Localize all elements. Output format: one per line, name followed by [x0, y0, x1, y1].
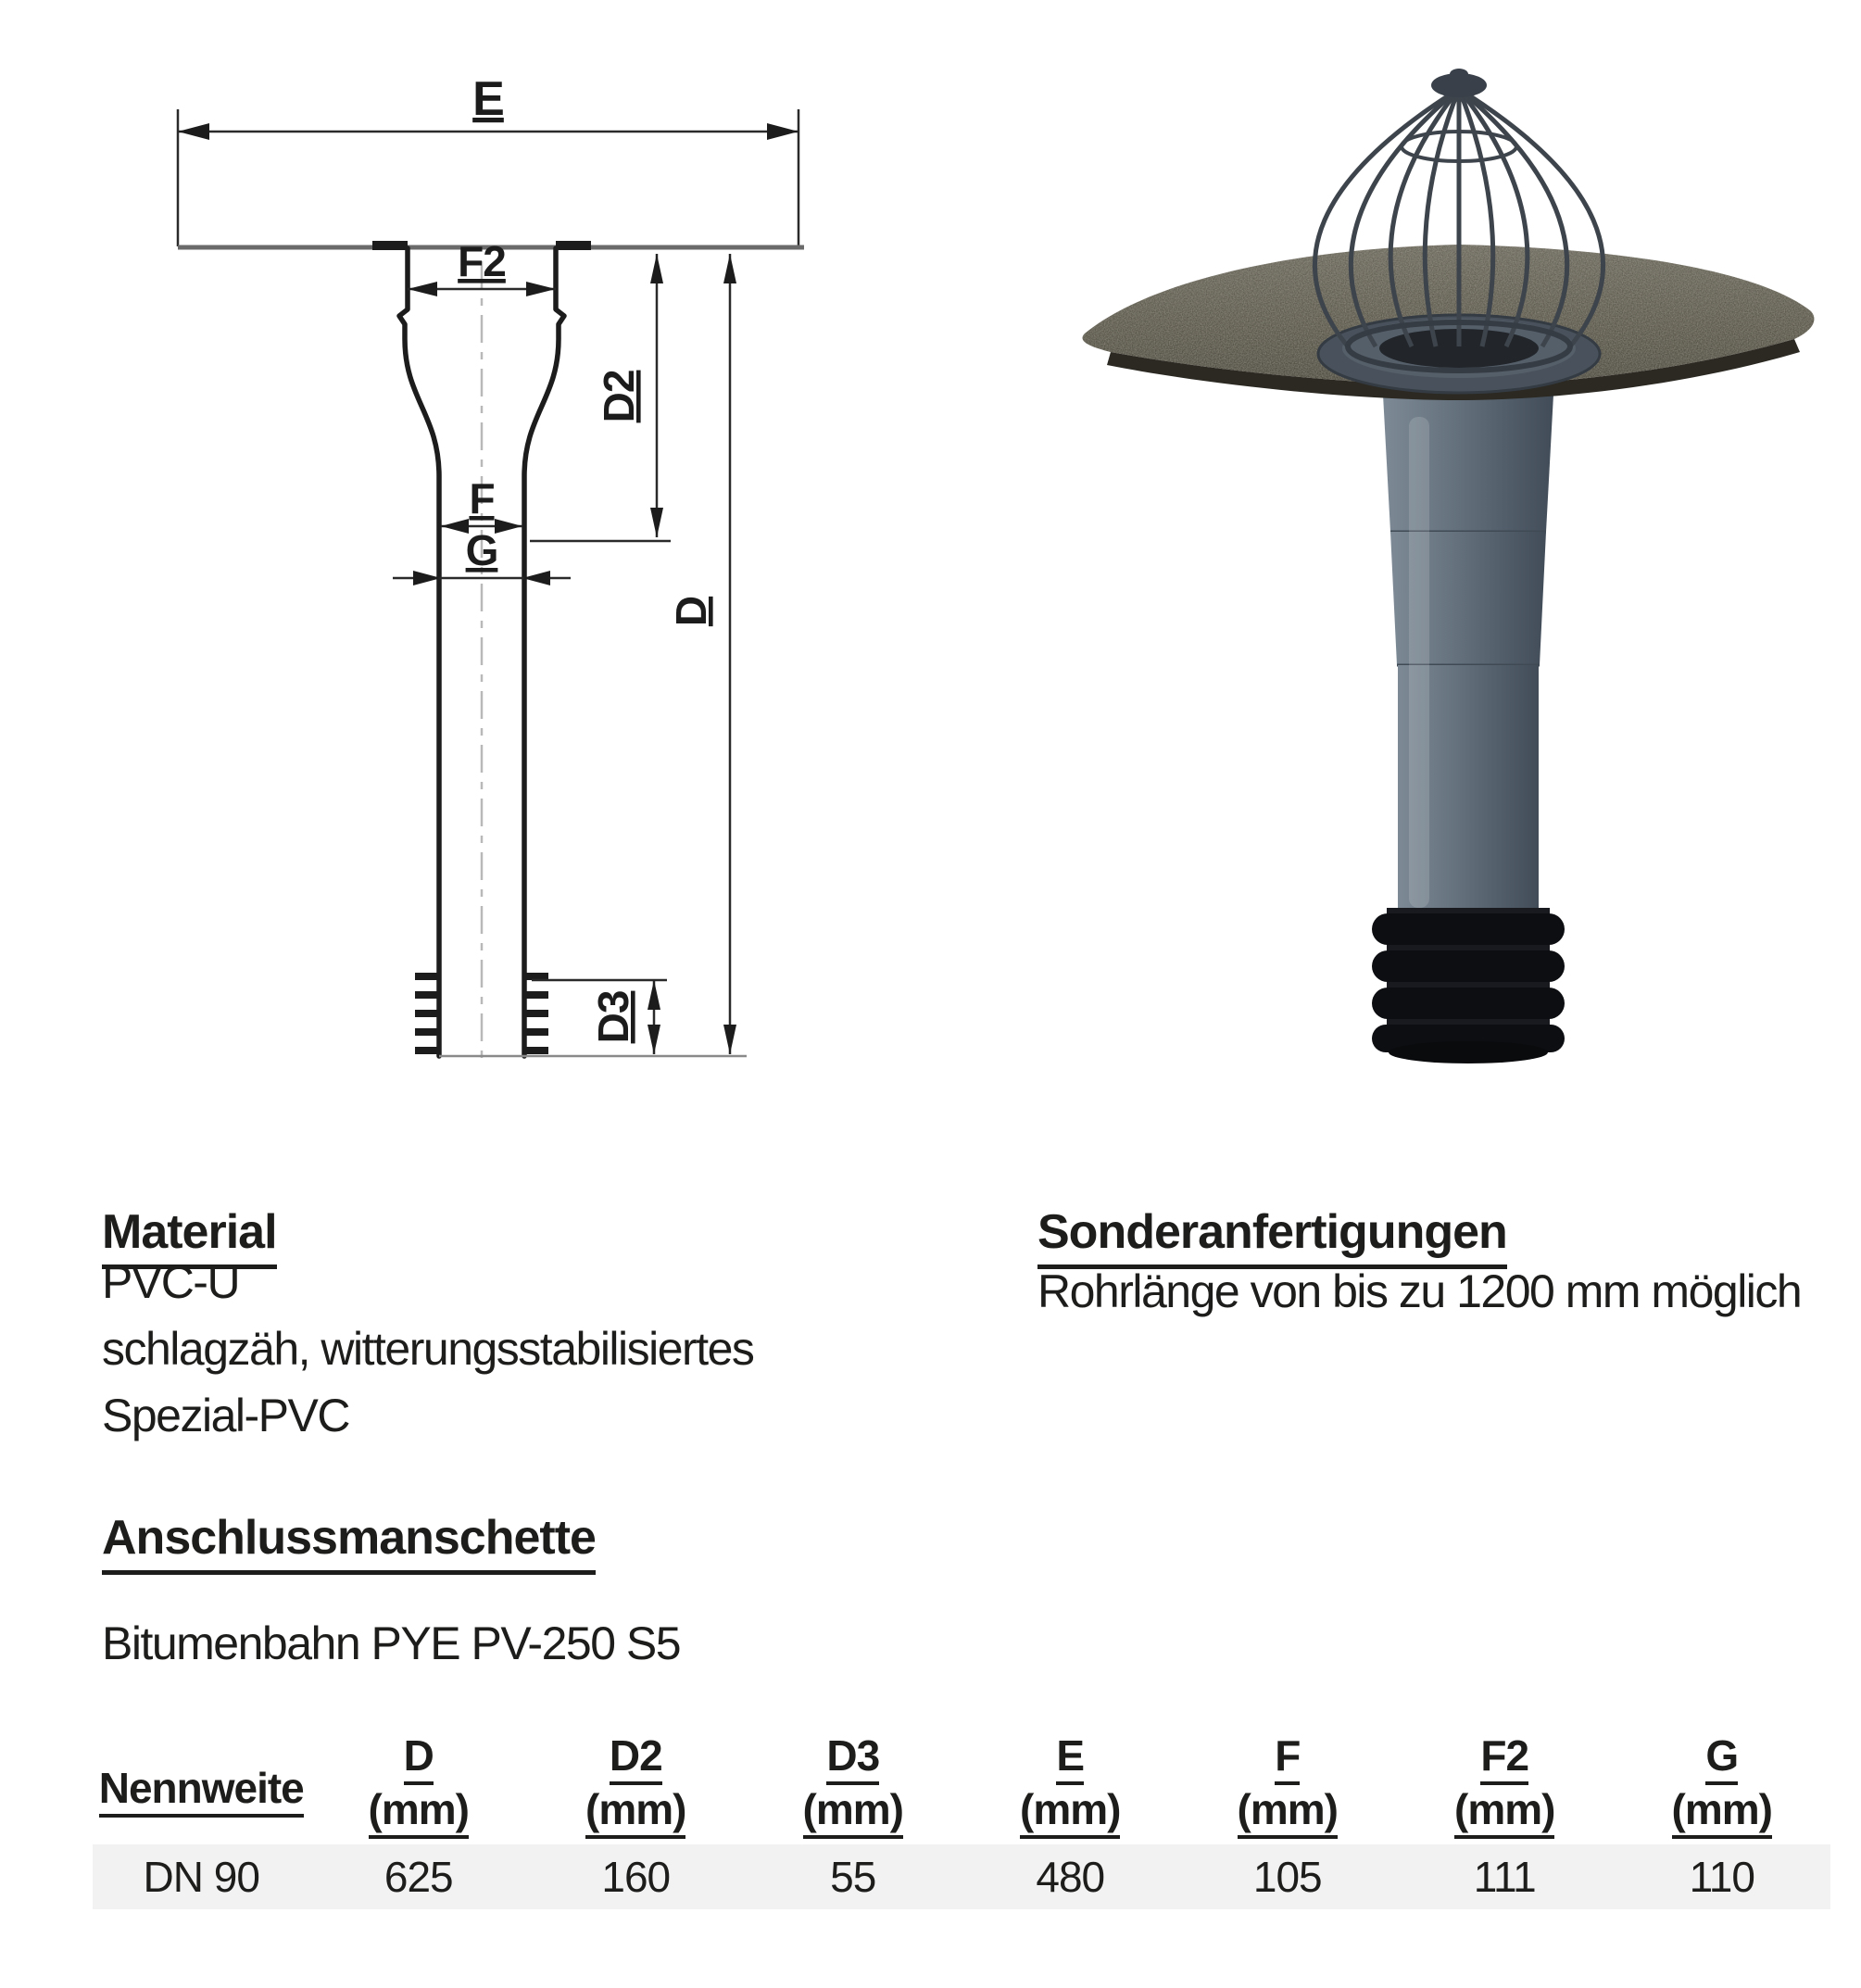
- anschlussmanschette-line: Bitumenbahn PYE PV-250 S5: [102, 1617, 681, 1669]
- anschlussmanschette-body: [102, 1610, 680, 1677]
- dim-label-e: E: [472, 72, 504, 126]
- sonderanfertigungen-heading: Sonderanfertigungen: [1037, 1204, 1507, 1269]
- pipe-highlight: [1409, 417, 1429, 908]
- product-photo: [1024, 28, 1820, 1065]
- table-header-d3: D3 (mm): [745, 1718, 962, 1839]
- dimension-f: [441, 474, 522, 534]
- dim-label-f: F: [469, 474, 495, 522]
- cell-f2: 111: [1473, 1853, 1536, 1901]
- table-header-g: G (mm): [1614, 1718, 1831, 1839]
- dimension-table: [93, 1718, 1830, 1909]
- table-header-d2: D2 (mm): [527, 1718, 745, 1839]
- sonderanfertigungen-body: [1037, 1258, 1801, 1325]
- sonderanfertigungen-line: Rohrlänge von bis zu 1200 mm möglich: [1037, 1265, 1802, 1317]
- cell-d3: 55: [830, 1853, 876, 1901]
- cell-d: 625: [384, 1853, 453, 1901]
- anschlussmanschette-heading: Anschlussmanschette: [102, 1510, 596, 1575]
- dimension-d3: [532, 980, 667, 1054]
- cell-nennweite: DN 90: [143, 1853, 259, 1901]
- cell-f: 105: [1252, 1853, 1322, 1901]
- flange-clamp-right: [556, 241, 591, 250]
- material-line: schlagzäh, witterungsstabilisiertes: [102, 1323, 754, 1375]
- table-header-e: E (mm): [962, 1718, 1179, 1839]
- dim-label-f2: F2: [458, 237, 506, 285]
- dim-label-d2: D2: [595, 370, 643, 423]
- table-header-f2: F2 (mm): [1396, 1718, 1614, 1839]
- dim-label-d: D: [667, 596, 715, 627]
- cell-d2: 160: [601, 1853, 671, 1901]
- dimension-e: [178, 72, 798, 246]
- cell-g: 110: [1689, 1853, 1754, 1901]
- table-header-nennweite: Nennweite: [93, 1718, 310, 1839]
- material-line: Spezial-PVC: [102, 1390, 349, 1441]
- table-header-d: D (mm): [310, 1718, 528, 1839]
- dim-label-d3: D3: [589, 990, 637, 1044]
- gully-body-right-wall: [524, 248, 564, 1056]
- table-row: [93, 1844, 1830, 1909]
- bottom-seal: [1372, 908, 1565, 1063]
- flange-clamp-left: [372, 241, 408, 250]
- gully-body-left-wall: [399, 248, 439, 1056]
- dimension-d: [667, 254, 736, 1054]
- table-header-row: [93, 1718, 1830, 1839]
- dimension-d2: [530, 254, 671, 541]
- dimension-g: [393, 526, 571, 585]
- material-body: [102, 1249, 753, 1449]
- drain-pipe: [1383, 395, 1553, 915]
- table-header-f: F (mm): [1179, 1718, 1397, 1839]
- technical-drawing: [0, 0, 926, 1112]
- dim-label-g: G: [465, 526, 498, 574]
- material-line: PVC-U: [102, 1256, 240, 1308]
- material-heading: Material: [102, 1204, 277, 1269]
- cell-e: 480: [1036, 1853, 1105, 1901]
